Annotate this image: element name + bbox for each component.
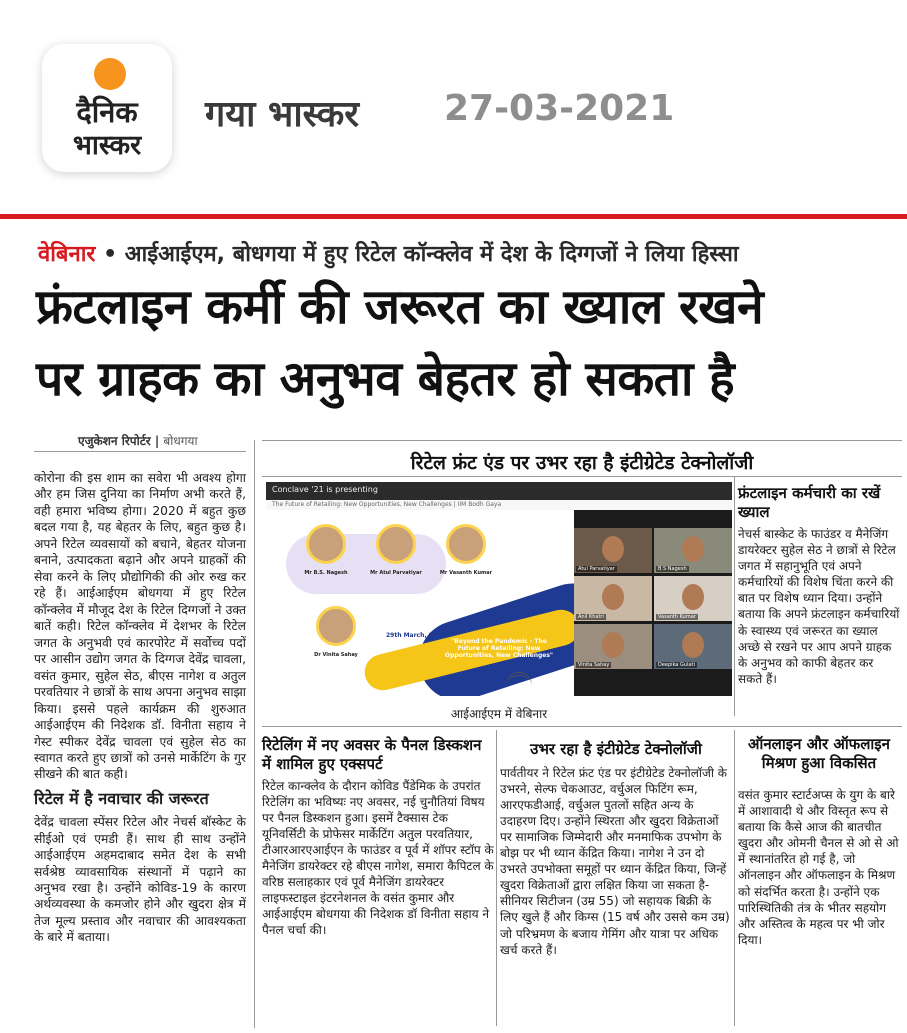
right1-title: फ्रंटलाइन कर्मचारी का रखें ख्याल: [738, 484, 881, 521]
right2-title: ऑनलाइन और ऑफलाइन मिश्रण हुआ विकसित: [748, 735, 890, 772]
logo-line1: दैनिक: [76, 95, 138, 129]
left-subhead: रिटेल में है नवाचार की जरूरत: [34, 788, 209, 808]
participant-name: Vinita Sahay: [578, 662, 610, 668]
byline-reporter: एजुकेशन रिपोर्टर: [78, 434, 151, 448]
left-para2: देवेंद्र चावला स्पेंसर रिटेल और नेचर्स बॉस्केट के सीईओ एवं एमडी हैं। साथ ही साथ उन्होंने आईआईएम अहमदाबाद समेत देश के सभी सर्वश्रेष्ठ व्यावसायिक संस्थानों में पढ़ाने का अनुभव रखा है। उन्होंने कोविड-19 के कारण अर्थव्यवस्था के कमजोर होने और खुदरा क्षेत्र में तेज मूल्य प्रस्ताव और नवाचार की आवश्यकता के बारे में बताया।: [34, 815, 246, 945]
mid-divider: [496, 730, 497, 1026]
participant-tile: [574, 576, 652, 621]
integrated-tech-box: [500, 740, 732, 958]
logo-line2: भास्कर: [72, 130, 142, 161]
speaker-name: Mr Vasanth Kumar: [439, 570, 493, 576]
participant-face: [682, 632, 704, 658]
kicker-label: वेबिनार: [38, 242, 96, 267]
edition-name: गया भास्कर: [205, 94, 360, 135]
speaker-photo: [376, 524, 416, 564]
slide-title: "Beyond the Pandemic - The Future of Retailing: New Opportunities, New Challenges": [444, 638, 554, 660]
column-divider: [254, 440, 255, 1028]
participant-face: [682, 584, 704, 610]
right1-body: नेचर्स बास्केट के फाउंडर व मैनेजिंग डायरेक्टर सुहेल सेठ ने छात्रों से रिटेल जगत में सहानुभूति एवं अपने कर्मचारियों की विशेष चिंता करने की बात पर विशेष ध्यान दिया। उन्होंने बताया कि अपने फ्रंटलाइन कर्मचारियों के स्वास्थ्य एवं जरूरत का ख्याल अच्छे से रखने पर आप अपने ग्राहक के अनुभव को काफी बेहतर कर सकते हैं।: [738, 526, 900, 687]
participant-name: B S Nagesh: [658, 566, 687, 572]
speaker-photo: [316, 606, 356, 646]
mid1-body: रिटेल कान्क्लेव के दौरान कोविड पैंडेमिक के उपरांत रिटेलिंग का भविष्यः नए अवसर, नई चुनौतियां विषय पर पैनल डिस्कशन हुआ। इसमें टैक्सास टेक यूनिवर्सिटी के प्रोफेसर मार्केटिंग अतुल परवतियार, टीआरआरएआईएन के फाउंडर व पूर्व में शॉपर स्टॉप के मैनेजिंग डायरेक्टर रहे बीएस नागेश, समारा कैपिटल के वरिष्ठ सलाहकार एवं पूर्व मैनेजिंग डायरेक्टर लाइफस्टाइल इंटरनेशनल के वसंत कुमार और आईआईएम बोधगया की निदेशक डॉ विनीता सहाय ने पैनल चर्चा की।: [262, 778, 494, 938]
right-divider: [734, 476, 735, 716]
mid2-title: उभर रहा है इंटीग्रेटेड टेक्नोलॉजी: [530, 740, 702, 758]
kicker: [38, 238, 739, 268]
sun-icon: [94, 58, 126, 90]
participant-name: Atul Parvatiyar: [578, 566, 615, 572]
photo-caption: आईआईएम में वेबिनार: [450, 707, 548, 721]
speaker-photo: [446, 524, 486, 564]
participant-tile: [574, 528, 652, 573]
photo-title-rule: [262, 476, 902, 477]
participant-face: [602, 584, 624, 610]
photo-title: रिटेल फ्रंट एंड पर उभर रहा है इंटीग्रेटेड टेक्नोलॉजी: [410, 452, 754, 474]
participant-tile: [574, 624, 652, 669]
participant-name: Deepika Gulati: [658, 662, 695, 668]
headline-line1: फ्रंटलाइन कर्मी की जरूरत का ख्याल रखने: [36, 279, 764, 335]
presentation-slide: [266, 510, 574, 696]
photo-top-rule: [262, 440, 902, 441]
participant-grid: [574, 510, 732, 696]
speaker-photo: [306, 524, 346, 564]
mid1-title: रिटेलिंग में नए अवसर के पैनल डिस्कशन में शामिल हुए एक्सपर्ट: [262, 736, 482, 773]
speaker-name: Dr Vinita Sahay: [314, 652, 358, 658]
mid2-body: पार्वतीयर ने रिटेल फ्रंट एंड पर इंटीग्रेटेड टेक्नोलॉजी के उभरने, सेल्फ चेकआउट, वर्चुअल फिटिंग रूम, आरएफडीआई, वर्चुअल पुतलों सहित अन्य के उदाहरण दिए। उन्होंने स्थिरता और खुदरा विक्रेताओं पर सामाजिक जिम्मेदारी और मनमाफिक उपभोग के बोझ पर भी ध्यान केंद्रित किया। नागेश ने उन दो उभरते उपभोक्ता समूहों पर ध्यान केंद्रित किया, जिन्हें खुदरा विक्रेताओं द्वारा लक्षित किया जा सकता है- सीनियर सिटीजन (उम्र 55) जो सहायक बिक्री के लिए खुले हैं और किग्स (15 वर्ष और उससे कम उम्र) जो परिभ्रमण के बजाय गेमिंग और यात्रा पर अधिक खर्च करते हैं।: [500, 765, 730, 957]
left-para1: कोरोना की इस शाम का सवेरा भी अवश्य होगा और हम जिस दुनिया का निर्माण अभी करते हैं, वही हमारा भविष्य होगा। 2020 में बहुत कुछ बदल गया है, यह बेहतर के लिए, बहुत कुछ है। अपने रिटेल व्यवसायों को बचाने, बेहतर योजना बनाने, उत्पादकता बढ़ाने और अपने ग्राहकों की सेवा करने के लिए प्रौद्योगिकी की ओर रुख कर रहे हैं। आईआईएम बोधगया में हुए रिटेल कॉन्क्लेव में मौजूद देश के रिटेल दिग्गजों ने उक्त बातें कही। रिटेल कॉन्क्लेव में देशभर के रिटेल जगत के अनुभवी एवं कारपोरेट में सर्वोच्च पदों पर आसीन उद्योग जगत के दिग्गज देवेंद्र चावला, वसंत कुमार, सुहेल सेठ, बीएस नागेश व अतुल परवतियार ने छात्रों के साथ अपना अनुभव साझा किया। इससे पहले कार्यक्रम की शुरुआत आईआईएम की निदेशक डॉ. विनीता सहाय ने गेस्ट स्पीकर देवेंद्र चावला एवं सुहेल सेठ का स्वागत करते हुए छात्रों को उनसे मार्केटिंग के गुर सीखने की बात कही।: [34, 471, 246, 782]
kicker-text: • आईआईएम, बोधगया में हुए रिटेल कॉन्क्लेव में देश के दिग्गजों ने लिया हिस्सा: [95, 242, 739, 267]
publication-date: 27-03-2021: [444, 88, 675, 129]
right2-body: वसंत कुमार स्टार्टअप्स के युग के बारे में आशावादी थे और विस्तृत रूप से बताया कि कैसे आज की बातचीत खुदरा और ओमनी चैनल से ओ से ओ में स्थानांतरित हो गई है, जो ऑनलाइन और ऑफलाइन के मिश्रण को संदर्भित करता है। उन्होंने एक पारिस्थितिकी तंत्र के भीतर सहयोग और अस्तित्व के महत्व पर भी जोर दिया।: [738, 787, 899, 948]
left-column: [34, 470, 246, 946]
panel-discussion-box: [262, 736, 494, 938]
participant-face: [602, 632, 624, 658]
participant-face: [602, 536, 624, 562]
screenshot-address-bar: The Future of Retailing: New Opportunities, New Challenges | IIM Bodh Gaya: [266, 500, 732, 510]
screenshot-top-bar: Conclave '21 is presenting: [266, 482, 732, 500]
speaker-name: Mr B.S. Nagesh: [304, 570, 348, 576]
participant-tile: [654, 528, 732, 573]
right-box-2: [738, 735, 900, 948]
right-box-1: [738, 484, 900, 687]
header-divider: [0, 214, 907, 219]
webinar-screenshot: [266, 482, 732, 696]
byline-location: बोधगया: [163, 434, 198, 448]
slide-date: 29th March, 2021: [386, 632, 446, 639]
participant-tile: [654, 624, 732, 669]
participant-name: Anil Khatri: [578, 614, 604, 620]
headline-line2: पर ग्राहक का अनुभव बेहतर हो सकता है: [36, 351, 735, 407]
participant-name: Vasanth Kumar: [658, 614, 696, 620]
dainik-bhaskar-logo[interactable]: [42, 44, 172, 172]
speaker-name: Mr Atul Parvatiyar: [370, 570, 422, 576]
participant-face: [682, 536, 704, 562]
byline-rule: [34, 451, 246, 452]
byline: एजुकेशन रिपोर्टर | बोधगया: [78, 434, 198, 448]
lower-rule: [262, 726, 902, 727]
participant-tile: [654, 576, 732, 621]
mid-divider-2: [734, 730, 735, 1026]
